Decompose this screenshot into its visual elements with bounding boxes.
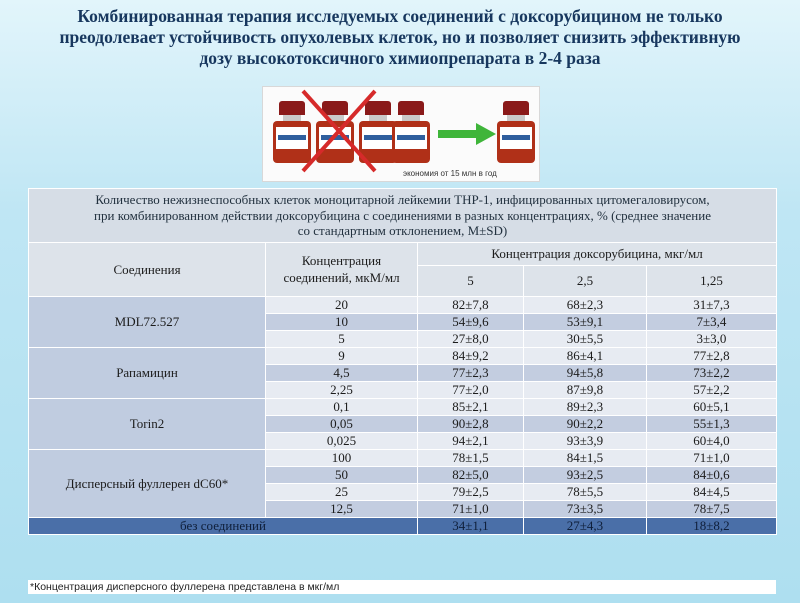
arrow-right-icon	[438, 123, 496, 145]
concentration-cell: 9	[266, 347, 418, 364]
value-cell: 78±1,5	[418, 449, 524, 466]
header-concentration-line: Концентрация	[301, 253, 382, 268]
header-dox: Концентрация доксорубицина, мкг/мл	[418, 242, 777, 265]
value-cell: 79±2,5	[418, 483, 524, 500]
value-cell: 84±4,5	[647, 483, 777, 500]
value-cell: 84±1,5	[524, 449, 647, 466]
value-cell: 85±2,1	[418, 398, 524, 415]
value-cell: 84±0,6	[647, 466, 777, 483]
concentration-cell: 2,25	[266, 381, 418, 398]
value-cell: 77±2,3	[418, 364, 524, 381]
value-cell: 71±1,0	[418, 500, 524, 517]
value-cell: 34±1,1	[418, 517, 524, 534]
concentration-cell: 10	[266, 313, 418, 330]
value-cell: 73±3,5	[524, 500, 647, 517]
header-dox-level: 5	[418, 265, 524, 296]
compound-name: Torin2	[29, 398, 266, 449]
title-line: преодолевает устойчивость опухолевых клеток, но и позволяет снизить эффективную	[59, 27, 741, 47]
page-title	[0, 6, 800, 69]
value-cell: 55±1,3	[647, 415, 777, 432]
value-cell: 73±2,2	[647, 364, 777, 381]
savings-caption: экономия от 15 млн в год	[403, 169, 497, 178]
value-cell: 78±7,5	[647, 500, 777, 517]
value-cell: 77±2,0	[418, 381, 524, 398]
value-cell: 87±9,8	[524, 381, 647, 398]
table-caption-row	[29, 189, 777, 243]
concentration-cell: 5	[266, 330, 418, 347]
compound-name: Рапамицин	[29, 347, 266, 398]
value-cell: 54±9,6	[418, 313, 524, 330]
header-concentration-line: соединений, мкМ/мл	[283, 270, 400, 285]
caption-line: со стандартным отклонением, M±SD)	[297, 223, 508, 238]
header-concentration	[266, 242, 418, 296]
value-cell: 71±1,0	[647, 449, 777, 466]
compound-name: Дисперсный фуллерен dC60*	[29, 449, 266, 517]
footnote: *Концентрация дисперсного фуллерена представлена в мкг/мл	[28, 580, 776, 594]
value-cell: 84±9,2	[418, 347, 524, 364]
value-cell: 78±5,5	[524, 483, 647, 500]
value-cell: 27±4,3	[524, 517, 647, 534]
value-cell: 94±2,1	[418, 432, 524, 449]
caption-line: Количество нежизнеспособных клеток моноцитарной лейкемии THP-1, инфицированных цитомегаловирусом,	[95, 192, 710, 207]
control-label: без соединений	[29, 517, 418, 534]
concentration-cell: 25	[266, 483, 418, 500]
header-row	[29, 242, 777, 265]
value-cell: 94±5,8	[524, 364, 647, 381]
value-cell: 18±8,2	[647, 517, 777, 534]
value-cell: 27±8,0	[418, 330, 524, 347]
value-cell: 93±3,9	[524, 432, 647, 449]
table-row	[29, 449, 777, 466]
concentration-cell: 20	[266, 296, 418, 313]
value-cell: 89±2,3	[524, 398, 647, 415]
caption-line: при комбинированном действии доксорубицина с соединениями в разных концентрациях, % (среднее значение	[94, 207, 711, 223]
concentration-cell: 4,5	[266, 364, 418, 381]
table-caption	[29, 189, 777, 243]
concentration-cell: 0,05	[266, 415, 418, 432]
value-cell: 82±7,8	[418, 296, 524, 313]
value-cell: 90±2,2	[524, 415, 647, 432]
header-compound: Соединения	[29, 242, 266, 296]
value-cell: 77±2,8	[647, 347, 777, 364]
concentration-cell: 100	[266, 449, 418, 466]
header-dox-level: 1,25	[647, 265, 777, 296]
value-cell: 7±3,4	[647, 313, 777, 330]
value-cell: 68±2,3	[524, 296, 647, 313]
table-row	[29, 347, 777, 364]
value-cell: 60±5,1	[647, 398, 777, 415]
control-row	[29, 517, 777, 534]
dosage-illustration	[262, 86, 540, 182]
concentration-cell: 0,025	[266, 432, 418, 449]
title-line: дозу высокотоксичного химиопрепарата в 2-4 раза	[199, 48, 601, 68]
concentration-cell: 12,5	[266, 500, 418, 517]
compound-name: MDL72.527	[29, 296, 266, 347]
vial-icon	[497, 101, 535, 163]
header-dox-level: 2,5	[524, 265, 647, 296]
results-table	[28, 188, 777, 535]
table-row	[29, 398, 777, 415]
value-cell: 31±7,3	[647, 296, 777, 313]
table-row	[29, 296, 777, 313]
value-cell: 90±2,8	[418, 415, 524, 432]
value-cell: 86±4,1	[524, 347, 647, 364]
concentration-cell: 50	[266, 466, 418, 483]
value-cell: 60±4,0	[647, 432, 777, 449]
value-cell: 3±3,0	[647, 330, 777, 347]
title-line: Комбинированная терапия исследуемых соединений с доксорубицином не только	[77, 6, 723, 26]
value-cell: 93±2,5	[524, 466, 647, 483]
value-cell: 30±5,5	[524, 330, 647, 347]
value-cell: 53±9,1	[524, 313, 647, 330]
value-cell: 82±5,0	[418, 466, 524, 483]
concentration-cell: 0,1	[266, 398, 418, 415]
value-cell: 57±2,2	[647, 381, 777, 398]
